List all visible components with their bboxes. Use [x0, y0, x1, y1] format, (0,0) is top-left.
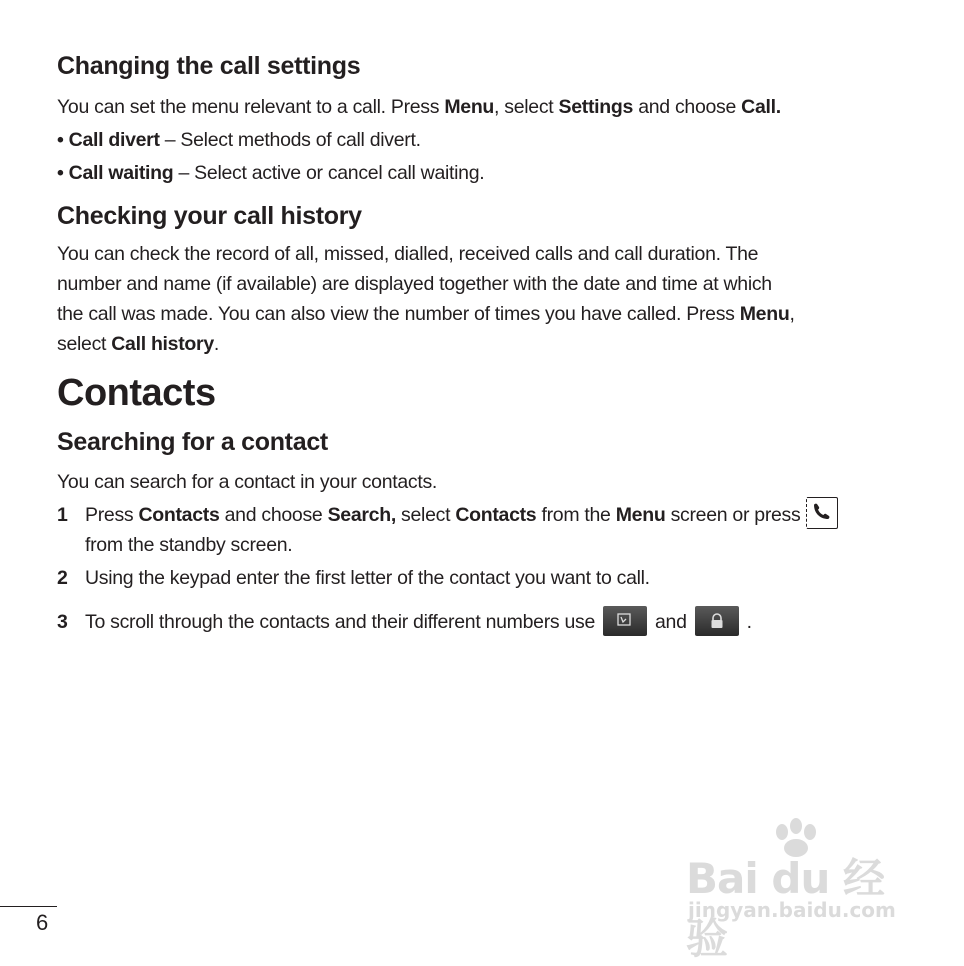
bullet-call-waiting [57, 158, 887, 188]
call-history-line-3 [57, 299, 887, 329]
step-number: 2 [57, 567, 68, 589]
call-term: Call. [741, 96, 781, 118]
heading-call-history: Checking your call history [57, 202, 362, 230]
step-3 [57, 607, 897, 637]
text: from the [536, 504, 616, 527]
text: To scroll through the contacts and their different numbers use [85, 611, 596, 633]
footer-rule [0, 906, 57, 907]
search-term: Search, [327, 504, 396, 527]
menu-term: Menu [615, 504, 666, 527]
text: and choose [219, 504, 328, 527]
step-number: 1 [57, 504, 68, 526]
text: the call was made. You can also view the number of times you have called. Press [57, 303, 740, 325]
baidu-watermark [684, 818, 914, 963]
heading-call-settings: Changing the call settings [57, 52, 361, 80]
bullet-term: Call waiting [68, 162, 174, 184]
chapter-title: Contacts [57, 372, 216, 414]
text: , select [494, 96, 559, 118]
text: and [655, 611, 687, 633]
bullet-marker: • [57, 129, 64, 151]
step-2 [57, 563, 897, 593]
bullet-call-divert [57, 125, 887, 155]
text: screen or press [665, 504, 801, 527]
call-settings-intro [57, 92, 887, 122]
call-send-key-icon [806, 497, 838, 529]
watermark-logo: Bai du 经验 [686, 854, 884, 963]
call-history-line-2: number and name (if available) are displayed together with the date and time at which [57, 273, 772, 295]
step-number: 3 [57, 611, 68, 633]
text: and choose [633, 96, 742, 118]
bullet-term: Call divert [68, 129, 160, 151]
call-history-line-1: You can check the record of all, missed, dialled, received calls and call duration. The [57, 243, 759, 265]
contacts-term: Contacts [138, 504, 220, 527]
search-intro: You can search for a contact in your contacts. [57, 471, 438, 493]
watermark-url: jingyan.baidu.com [688, 898, 896, 922]
text: , [789, 303, 795, 325]
menu-term: Menu [739, 303, 790, 325]
text: . [213, 333, 219, 355]
settings-term: Settings [558, 96, 634, 118]
call-history-term: Call history [111, 333, 214, 355]
side-key-icon [603, 606, 647, 636]
step-1 [57, 500, 897, 556]
text: Press [85, 504, 139, 527]
bullet-desc: – Select methods of call divert. [159, 129, 421, 151]
page-number: 6 [36, 910, 49, 935]
text: . [746, 611, 752, 633]
lock-key-icon [695, 606, 739, 636]
text: select [57, 333, 112, 355]
step-body [85, 607, 885, 638]
contacts-term: Contacts [455, 504, 537, 527]
step-body [85, 500, 885, 532]
menu-term: Menu [444, 96, 495, 118]
bullet-marker: • [57, 162, 64, 184]
text: You can set the menu relevant to a call. Press [57, 96, 445, 118]
text: select [395, 504, 456, 527]
call-history-line-4 [57, 329, 887, 359]
step-body-line-2: from the standby screen. [85, 534, 293, 556]
bullet-desc: – Select active or cancel call waiting. [173, 162, 485, 184]
heading-search-contact: Searching for a contact [57, 428, 328, 456]
step-body: Using the keypad enter the first letter of the contact you want to call. [85, 567, 650, 589]
